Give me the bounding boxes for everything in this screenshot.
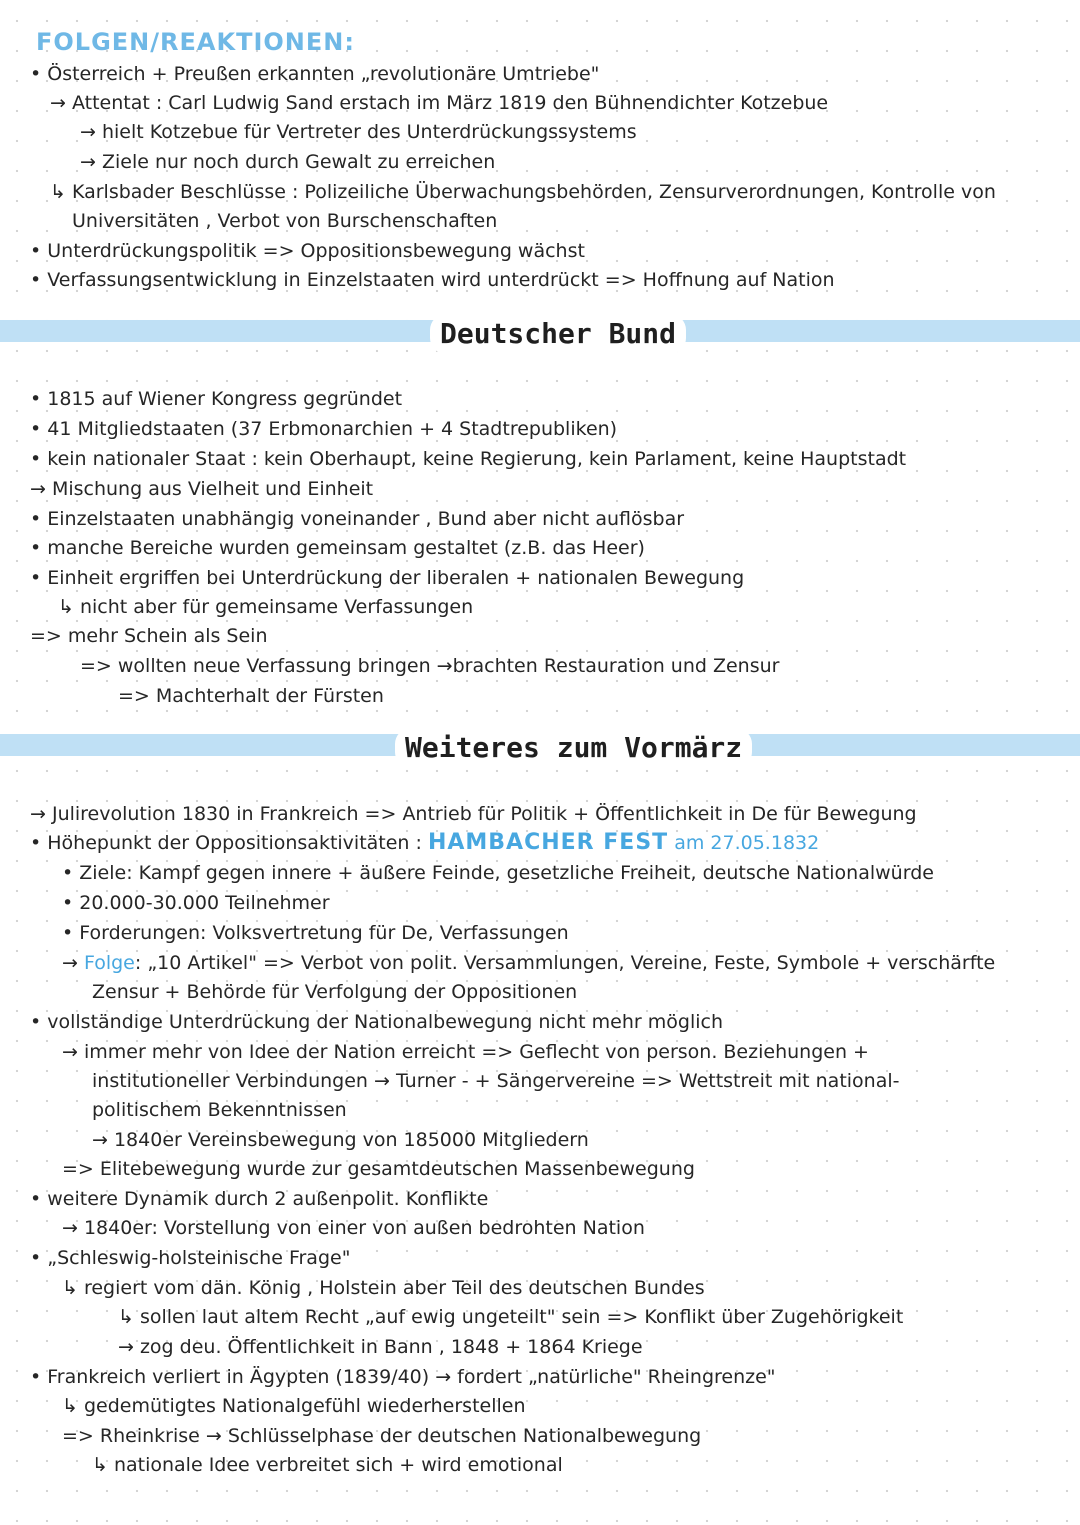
note-line-folge xyxy=(62,951,995,975)
note-line: ↳ regiert vom dän. König , Holstein aber Teil des deutschen Bundes xyxy=(62,1277,705,1299)
note-line: • vollständige Unterdrückung der Nationalbewegung nicht mehr möglich xyxy=(30,1011,723,1033)
note-line: → 1840er Vereinsbewegung von 185000 Mitgliedern xyxy=(92,1129,589,1151)
note-line: → immer mehr von Idee der Nation erreicht => Geflecht von person. Beziehungen + xyxy=(62,1041,869,1063)
note-line: → zog deu. Öffentlichkeit in Bann , 1848 + 1864 Kriege xyxy=(118,1336,643,1358)
note-line: • Unterdrückungspolitik => Oppositionsbewegung wächst xyxy=(30,240,585,262)
note-line: => Rheinkrise → Schlüsselphase der deutschen Nationalbewegung xyxy=(62,1425,702,1447)
note-line: • kein nationaler Staat : kein Oberhaupt, keine Regierung, kein Parlament, keine Hauptstadt xyxy=(30,448,907,470)
note-line: → hielt Kotzebue für Vertreter des Unterdrückungssystems xyxy=(80,121,637,143)
note-line: → Mischung aus Vielheit und Einheit xyxy=(30,478,374,500)
note-line: • Verfassungsentwicklung in Einzelstaaten wird unterdrückt => Hoffnung auf Nation xyxy=(30,269,835,291)
note-line: => wollten neue Verfassung bringen →brachten Restauration und Zensur xyxy=(80,655,780,677)
note-line: → Julirevolution 1830 in Frankreich => Antrieb für Politik + Öffentlichkeit in De für Bewegung xyxy=(30,803,917,825)
note-line: => Elitebewegung wurde zur gesamtdeutschen Massenbewegung xyxy=(62,1158,695,1180)
note-line: ↳ sollen laut altem Recht „auf ewig ungeteilt" sein => Konflikt über Zugehörigkeit xyxy=(118,1306,904,1328)
note-text: : „10 Artikel" => Verbot von polit. Versammlungen, Vereine, Feste, Symbole + verschärfte xyxy=(134,952,996,974)
note-line: • Österreich + Preußen erkannten „revolutionäre Umtriebe" xyxy=(30,63,600,85)
highlight-folge: Folge xyxy=(83,952,135,974)
highlight-date: am 27.05.1832 xyxy=(668,832,820,854)
note-line: Zensur + Behörde für Verfolgung der Oppositionen xyxy=(92,981,578,1003)
note-line: • 1815 auf Wiener Kongress gegründet xyxy=(30,388,403,410)
note-line: → Attentat : Carl Ludwig Sand erstach im März 1819 den Bühnendichter Kotzebue xyxy=(50,92,829,114)
note-line: ↳ gedemütigtes Nationalgefühl wiederherstellen xyxy=(62,1395,526,1417)
note-line: • Forderungen: Volksvertretung für De, Verfassungen xyxy=(62,922,569,944)
section-heading-folgen: FOLGEN/REAKTIONEN: xyxy=(36,28,355,56)
section-title-deutscher-bund: Deutscher Bund xyxy=(430,314,686,354)
note-line-hambacher xyxy=(30,831,819,855)
note-line: ↳ Karlsbader Beschlüsse : Polizeiliche Überwachungsbehörden, Zensurverordnungen, Kontrolle von xyxy=(50,181,996,203)
note-line: ↳ nicht aber für gemeinsame Verfassungen xyxy=(58,596,474,618)
note-line: • 20.000-30.000 Teilnehmer xyxy=(62,892,330,914)
note-line: • Frankreich verliert in Ägypten (1839/40) → fordert „natürliche" Rheingrenze" xyxy=(30,1366,776,1388)
note-line: institutioneller Verbindungen → Turner - + Sängervereine => Wettstreit mit national- xyxy=(92,1070,900,1092)
note-line: • Einzelstaaten unabhängig voneinander , Bund aber nicht auflösbar xyxy=(30,508,685,530)
note-line: • weitere Dynamik durch 2 außenpolit. Konflikte xyxy=(30,1188,489,1210)
note-line: politischem Bekenntnissen xyxy=(92,1099,347,1121)
note-line: • Ziele: Kampf gegen innere + äußere Feinde, gesetzliche Freiheit, deutsche Nationalwürde xyxy=(62,862,934,884)
note-line: • Einheit ergriffen bei Unterdrückung der liberalen + nationalen Bewegung xyxy=(30,567,745,589)
note-line: => Machterhalt der Fürsten xyxy=(118,685,384,707)
note-line: Universitäten , Verbot von Burschenschaften xyxy=(72,210,498,232)
note-line: => mehr Schein als Sein xyxy=(30,625,268,647)
section-title-vormaerz: Weiteres zum Vormärz xyxy=(395,728,752,768)
note-line: → Ziele nur noch durch Gewalt zu erreichen xyxy=(80,151,496,173)
note-text: • Höhepunkt der Oppositionsaktivitäten : xyxy=(30,832,428,854)
note-line: ↳ nationale Idee verbreitet sich + wird emotional xyxy=(92,1454,563,1476)
note-text: → xyxy=(62,952,84,974)
note-line: • 41 Mitgliedstaaten (37 Erbmonarchien + 4 Stadtrepubliken) xyxy=(30,418,618,440)
note-line: • manche Bereiche wurden gemeinsam gestaltet (z.B. das Heer) xyxy=(30,537,645,559)
highlight-hambacher-fest: HAMBACHER FEST xyxy=(427,830,669,855)
note-line: • „Schleswig-holsteinische Frage" xyxy=(30,1247,351,1269)
note-line: → 1840er: Vorstellung von einer von außen bedrohten Nation xyxy=(62,1217,645,1239)
